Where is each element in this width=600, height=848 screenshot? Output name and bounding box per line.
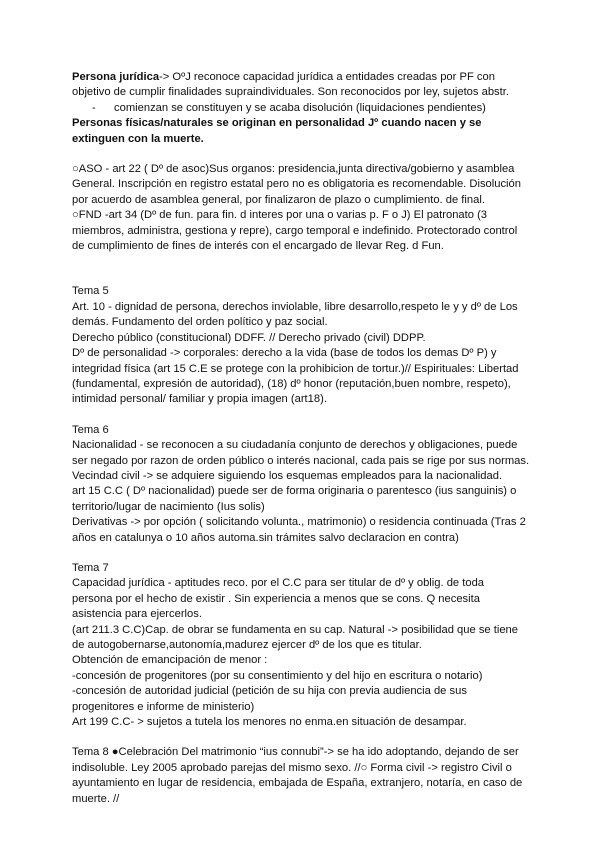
personas-fisicas-line-1: Personas físicas/naturales se originan en personalidad Jº cuando nacen y se: [72, 117, 482, 130]
aso-fnd-line: miembros, administra, gestiona y repre), cargo temporal e indefinido. Protectorado control: [72, 224, 518, 237]
tema-8-line: Tema 8 ●Celebración Del matrimonio “ius connubi”-> se ha ido adoptando, dejando de ser: [72, 746, 519, 759]
tema-7-line: -concesión de autoridad judicial (petición de su hija con previa audiencia de sus: [72, 685, 467, 698]
aso-fnd-line: de cumplimiento de fines de interés con el encargado de llevar Reg. d Fun.: [72, 240, 444, 253]
persona-juridica-section: [72, 70, 524, 147]
aso-fnd-section: [72, 162, 524, 254]
aso-fnd-line: ○FND -art 34 (Dº de fun. para fin. d interes por una o varias p. F o J) El patronato (3: [72, 209, 488, 222]
tema-5-line: Art. 10 - dignidad de persona, derechos inviolable, libre desarrollo,respeto le y y dº de Los: [72, 300, 518, 313]
persona-juridica-heading: Persona jurídica: [72, 71, 160, 83]
tema-6-line: años en catalunya o 10 años automa.sin trámites salvo declaracion en contra): [72, 531, 459, 544]
bullet-dash-icon: -: [92, 101, 96, 114]
tema-7-line: Capacidad jurídica - aptitudes reco. por el C.C para ser titular de dº y oblig. de toda: [72, 577, 485, 590]
tema-6-line: Derivativas -> por opción ( solicitando volunta., matrimonio) o residencia continuada (Tras 2: [72, 516, 526, 529]
tema-5-line: (fundamental, expresión de autoridad), (18) dº honor (reputación,buen nombre, respeto),: [72, 377, 511, 390]
tema-7-line: asistencia para ejercerlos.: [72, 608, 202, 621]
persona-juridica-bullet: [72, 101, 524, 116]
tema-7-section: [72, 561, 524, 730]
tema-5-line: integridad física (art 15 C.E se protege con la prohibicion de tortur.)// Espirituales: Libertad: [72, 362, 519, 375]
aso-fnd-line: ○ASO - art 22 ( Dº de asoc)Sus organos: presidencia,junta directiva/gobierno y asamblea: [72, 163, 515, 176]
tema-8-line: indisoluble. Ley 2005 aprobado parejas del mismo sexo. //○ Forma civil -> registro Civil o: [72, 761, 512, 774]
tema-5-section: [72, 284, 524, 407]
tema-6-section: [72, 423, 530, 546]
tema-5-line: Derecho público (constitucional) DDFF. // Derecho privado (civil) DDPP.: [72, 331, 426, 344]
tema-7-line: (art 211.3 C.C)Cap. de obrar se fundamenta en su cap. Natural -> posibilidad que se tiene: [72, 623, 518, 636]
persona-juridica-line-1: [72, 70, 524, 85]
tema-8-line: muerte. //: [72, 792, 120, 805]
tema-7-title: Tema 7: [72, 561, 109, 574]
tema-5-line: Dº de personalidad -> corporales: derecho a la vida (base de todos los demas Dº P) y: [72, 347, 497, 360]
tema-6-line: Vecindad civil -> se adquiere siguiendo los esquemas empleados para la nacionalidad.: [72, 469, 503, 482]
tema-8-line: ayuntamiento en lugar de residencia, embajada de España, extranjero, notaría, en caso de: [72, 777, 523, 790]
document-body: [72, 70, 530, 807]
tema-7-line: Art 199 C.C- > sujetos a tutela los menores no enma.en situación de desampar.: [72, 716, 467, 729]
tema-7-line: de autogobernarse,autonomía,madurez ejercer dº de los que es titular.: [72, 639, 422, 651]
persona-juridica-line-1-text: -> OºJ reconoce capacidad jurídica a entidades creadas por PF con: [159, 71, 495, 83]
aso-fnd-line: General. Inscripción en registro estatal pero no es obligatoria es recomendable. Disolución: [72, 178, 521, 191]
tema-5-line: intimidad personal/ familiar y propia imagen (art18).: [72, 393, 327, 406]
tema-5-title: Tema 5: [72, 285, 109, 298]
persona-juridica-bullet-text: comienzan se constituyen y se acaba disolución (liquidaciones pendientes): [114, 101, 486, 114]
tema-6-title: Tema 6: [72, 423, 109, 436]
tema-5-line: demás. Fundamento del orden político y paz social.: [72, 316, 328, 329]
persona-juridica-line-2: objetivo de cumplir finalidades supraindividuales. Son reconocidos por ley, sujetos abstr.: [72, 86, 509, 99]
tema-6-line: art 15 C.C ( Dº nacionalidad) puede ser de forma originaria o parentesco (ius sanguinis) o: [72, 485, 517, 498]
tema-8-section: [72, 745, 524, 807]
aso-fnd-line: por acuerdo de asamblea general, por finalizaron de plazo o cumplimiento. de final.: [72, 193, 485, 206]
tema-6-line: Nacionalidad - se reconocen a su ciudadanía conjunto de derechos y obligaciones, puede: [72, 439, 518, 452]
tema-6-line: territorio/lugar de nacimiento (Ius solis): [72, 500, 265, 513]
tema-7-line: persona por el hecho de existir . Sin experiencia a menos que se cons. Q necesita: [72, 592, 480, 605]
tema-7-line: progenitores e informe de ministerio): [72, 700, 255, 713]
tema-7-line: -concesión de progenitores (por su consentimiento y del hijo en escritura o notario): [72, 669, 483, 682]
personas-fisicas-line-2: extinguen con la muerte.: [72, 132, 204, 145]
tema-6-line: ser negado por razon de orden público o interés nacional, cada pais se rige por sus normas.: [72, 454, 530, 467]
tema-7-line: Obtención de emancipación de menor :: [72, 654, 268, 667]
